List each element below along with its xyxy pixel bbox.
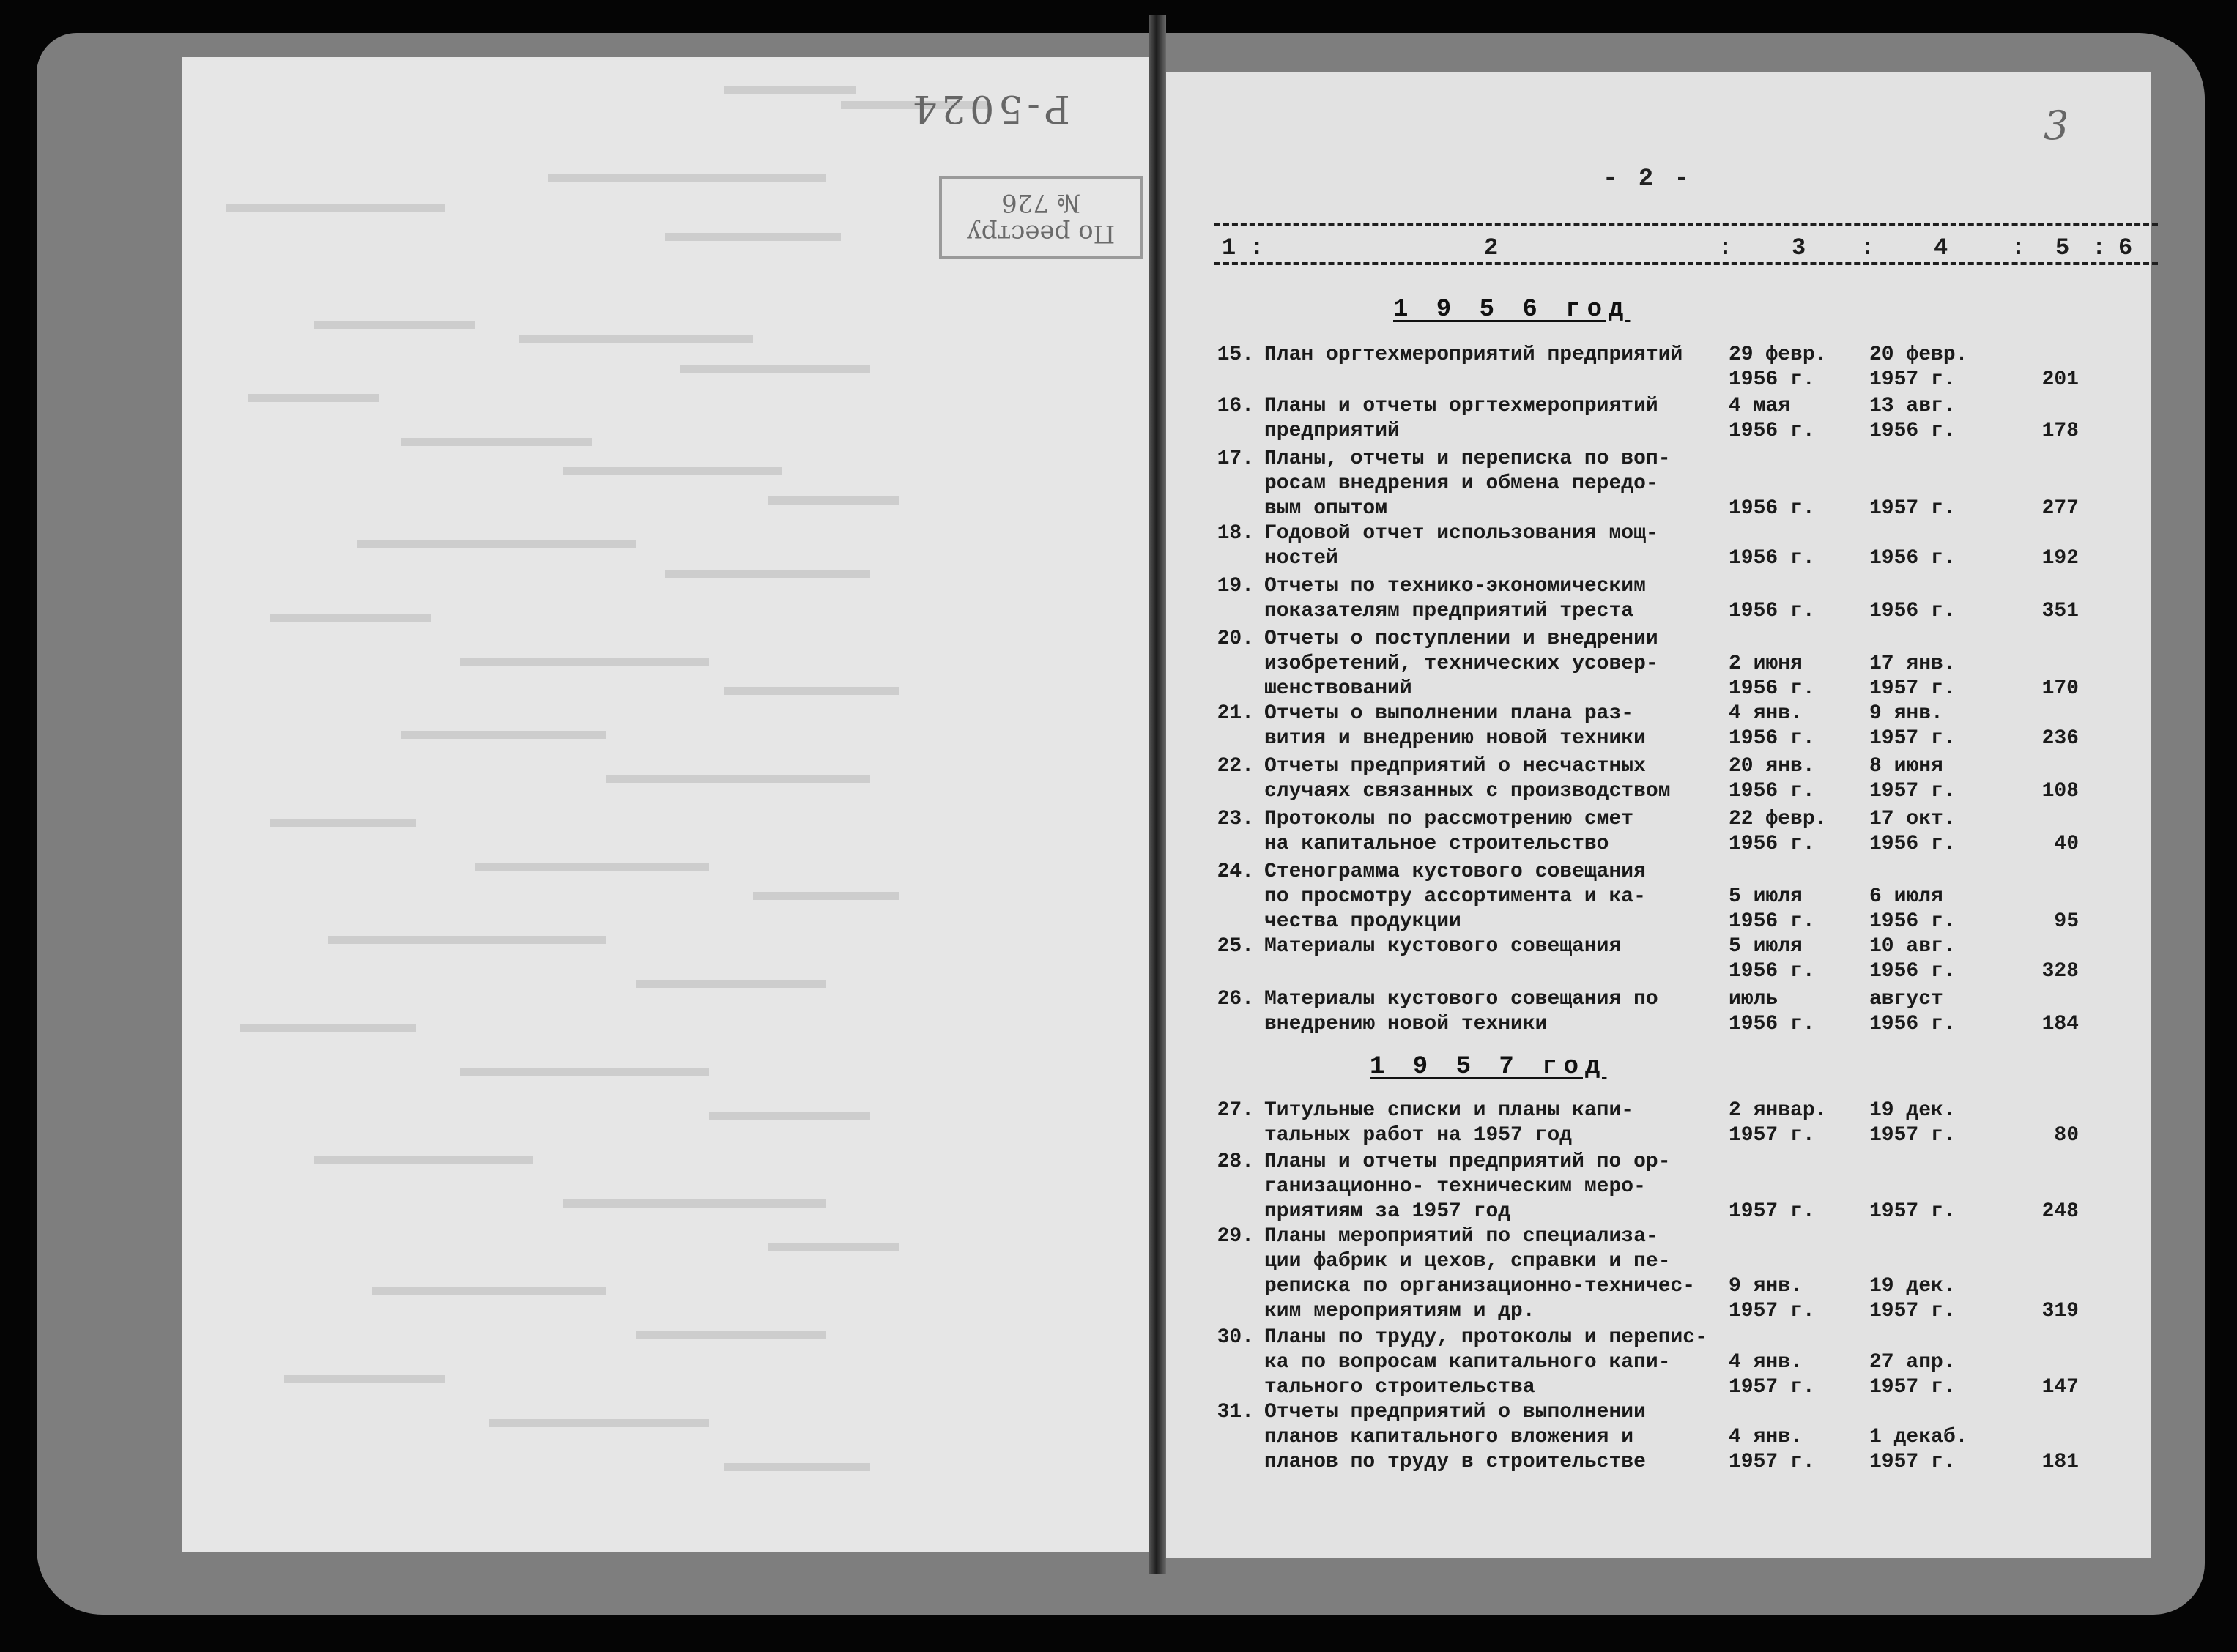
- col-header-sep: :: [1861, 234, 1875, 261]
- entry-title-line: Планы мероприятий по специализа-: [1264, 1225, 1658, 1248]
- entry-date-to: [1869, 702, 1956, 751]
- entry-date-from-line: [1729, 860, 1815, 885]
- entry-sheet-count: 192: [2041, 547, 2079, 570]
- entry-date-from-line: 1956 г.: [1729, 547, 1815, 570]
- entry-date-to-line: [1869, 1150, 1956, 1175]
- bleed-through-line: [357, 540, 636, 548]
- entry-title-line: показателям предприятий треста: [1264, 600, 1634, 622]
- entry-title-line: Годовой отчет использования мощ-: [1264, 522, 1658, 545]
- entry-number: 20.: [1217, 628, 1254, 650]
- bleed-through-line: [563, 467, 782, 475]
- entry-sheet-count: 248: [2041, 1200, 2079, 1223]
- folio-number: 3: [2044, 103, 2069, 149]
- entry-number: 19.: [1217, 575, 1254, 598]
- entry-title-line: вития и внедрению новой техники: [1264, 727, 1646, 750]
- bleed-through-line: [489, 1419, 709, 1427]
- entry-date-from-line: [1729, 1224, 1815, 1249]
- entry-date-to-line: 1956 г.: [1869, 1013, 1956, 1035]
- entry-date-to-line: 27 апр.: [1869, 1351, 1956, 1374]
- bleed-through-line: [460, 1068, 709, 1076]
- entry-date-to: [1869, 574, 1956, 624]
- entry-date-to-line: 1957 г.: [1869, 497, 1956, 520]
- entry-date-to-line: 1957 г.: [1869, 727, 1956, 750]
- entry-date-from: [1729, 1098, 1827, 1148]
- entry-title-line: на капитальное строительство: [1264, 833, 1609, 855]
- entry-title: [1264, 860, 1646, 934]
- entry-date-from-line: 1956 г.: [1729, 420, 1815, 442]
- entry-title: [1264, 521, 1658, 571]
- col-header-6: 6: [2118, 234, 2133, 261]
- entry-sheet-count: 201: [2041, 368, 2079, 391]
- entry-number: 26.: [1217, 988, 1254, 1011]
- table-row: [0, 1224, 2237, 1322]
- bleed-through-line: [563, 1199, 826, 1208]
- entry-title-line: Материалы кустового совещания: [1264, 935, 1622, 958]
- entry-sheet-count: 328: [2041, 960, 2079, 983]
- entry-date-from: [1729, 860, 1815, 934]
- entry-date-from-line: [1729, 1249, 1815, 1274]
- entry-title: [1264, 394, 1658, 444]
- entry-date-to-line: 1956 г.: [1869, 420, 1956, 442]
- bleed-through-line: [460, 658, 709, 666]
- entry-date-to: [1869, 754, 1956, 804]
- entry-date-from-line: 5 июля: [1729, 935, 1803, 958]
- entry-date-from-line: 1957 г.: [1729, 1451, 1815, 1473]
- entry-number: 31.: [1217, 1401, 1254, 1424]
- bleed-through-line: [724, 687, 899, 695]
- entry-title-line: Отчеты предприятий о выполнении: [1264, 1401, 1646, 1424]
- entry-date-from-line: 4 мая: [1729, 395, 1791, 417]
- entry-date-from-line: 1956 г.: [1729, 1013, 1815, 1035]
- entry-number: 27.: [1217, 1099, 1254, 1122]
- entry-date-from: [1729, 1224, 1815, 1324]
- entry-date-from-line: 1957 г.: [1729, 1376, 1815, 1399]
- table-row: [0, 934, 2237, 983]
- entry-date-from-line: 1956 г.: [1729, 600, 1815, 622]
- stamp-line-2: № 726: [1001, 188, 1080, 217]
- entry-title-line: ции фабрик и цехов, справки и пе-: [1264, 1250, 1671, 1273]
- entry-title: [1264, 987, 1658, 1037]
- entry-title-line: Протоколы по рассмотрению смет: [1264, 808, 1634, 830]
- entry-sheet-count: 40: [2054, 833, 2079, 855]
- table-row: [0, 394, 2237, 442]
- entry-title: [1264, 627, 1658, 702]
- entry-title-line: ганизационно- техническим меро-: [1264, 1175, 1646, 1198]
- entry-date-to: [1869, 934, 1956, 984]
- bleed-through-line: [284, 1375, 445, 1383]
- bleed-through-line: [768, 496, 899, 505]
- entry-date-to-line: 1957 г.: [1869, 677, 1956, 700]
- entry-title-line: План оргтехмероприятий предприятий: [1264, 343, 1683, 366]
- entry-title-line: Стенограмма кустового совещания: [1264, 860, 1646, 883]
- bleed-through-line: [270, 819, 416, 827]
- entry-number: 28.: [1217, 1150, 1254, 1173]
- entry-date-to-line: 1957 г.: [1869, 1300, 1956, 1322]
- table-row: [0, 987, 2237, 1035]
- table-row: [0, 574, 2237, 622]
- entry-date-to: [1869, 807, 1956, 857]
- entry-date-to-line: 19 дек.: [1869, 1099, 1956, 1122]
- entry-date-from-line: 1956 г.: [1729, 368, 1815, 391]
- entry-date-to-line: [1869, 521, 1956, 546]
- table-row: [0, 1325, 2237, 1399]
- entry-date-to: [1869, 521, 1956, 571]
- entry-date-to-line: 1956 г.: [1869, 910, 1956, 933]
- entry-date-from-line: 1956 г.: [1729, 677, 1815, 700]
- entry-title: [1264, 807, 1633, 857]
- entry-date-to: [1869, 987, 1956, 1037]
- entry-title-line: ностей: [1264, 547, 1338, 570]
- bleed-through-line: [665, 233, 841, 241]
- entry-date-from-line: 1956 г.: [1729, 727, 1815, 750]
- entry-title-line: по просмотру ассортимента и ка-: [1264, 885, 1646, 908]
- entry-sheet-count: 147: [2041, 1376, 2079, 1399]
- entry-title-line: шенствований: [1264, 677, 1412, 700]
- entry-sheet-count: 170: [2041, 677, 2079, 700]
- table-row: [0, 807, 2237, 855]
- entry-sheet-count: 184: [2041, 1013, 2079, 1035]
- entry-number: 22.: [1217, 755, 1254, 778]
- entry-date-to-line: 10 авг.: [1869, 935, 1956, 958]
- bleed-through-line: [248, 394, 379, 402]
- entry-date-to-line: [1869, 1175, 1956, 1199]
- entry-date-to-line: 17 янв.: [1869, 652, 1956, 675]
- entry-date-from: [1729, 1325, 1815, 1400]
- entry-date-to-line: 6 июля: [1869, 885, 1943, 908]
- entry-date-from-line: 29 февр.: [1729, 343, 1828, 366]
- bleed-through-line: [401, 438, 592, 446]
- entry-title-line: тального строительства: [1264, 1376, 1535, 1399]
- entry-title-line: росам внедрения и обмена передо-: [1264, 472, 1658, 495]
- entry-title-line: Планы и отчеты оргтехмероприятий: [1264, 395, 1658, 417]
- entry-title-line: вым опытом: [1264, 497, 1388, 520]
- entry-date-to-line: 19 дек.: [1869, 1275, 1956, 1298]
- entry-sheet-count: 236: [2041, 727, 2079, 750]
- entry-title-line: Отчеты по технико-экономическим: [1264, 575, 1646, 598]
- entry-title-line: ка по вопросам капитального капи-: [1264, 1351, 1671, 1374]
- entry-date-to-line: 1956 г.: [1869, 600, 1956, 622]
- entry-sheet-count: 277: [2041, 497, 2079, 520]
- bleed-through-line: [270, 614, 431, 622]
- entry-date-to-line: август: [1869, 988, 1943, 1011]
- entry-date-from-line: 2 июня: [1729, 652, 1803, 675]
- table-row: [0, 627, 2237, 700]
- entry-date-to-line: 1957 г.: [1869, 1376, 1956, 1399]
- entry-title: [1264, 702, 1646, 751]
- entry-date-to-line: [1869, 627, 1956, 652]
- entry-title-line: Отчеты о выполнении плана раз-: [1264, 702, 1634, 725]
- entry-title: [1264, 447, 1671, 521]
- entry-date-from-line: [1729, 1150, 1815, 1175]
- entry-date-to-line: 20 февр.: [1869, 343, 1968, 366]
- entry-date-to-line: 17 окт.: [1869, 808, 1956, 830]
- entry-title: [1264, 1224, 1695, 1324]
- entry-date-from-line: [1729, 627, 1815, 652]
- entry-date-from-line: [1729, 447, 1815, 472]
- entry-title-line: случаях связанных с производством: [1264, 780, 1671, 803]
- entry-date-from-line: 2 январ.: [1729, 1099, 1828, 1122]
- entry-title-line: внедрению новой техники: [1264, 1013, 1548, 1035]
- entry-title-line: планов капитального вложения и: [1264, 1426, 1634, 1448]
- table-row: [0, 521, 2237, 570]
- entry-sheet-count: 178: [2041, 420, 2079, 442]
- entry-date-from-line: [1729, 1325, 1815, 1350]
- entry-date-from-line: июль: [1729, 988, 1778, 1011]
- entry-date-to: [1869, 1098, 1956, 1148]
- bleed-through-line: [768, 1243, 899, 1251]
- entry-title: [1264, 1325, 1707, 1400]
- entry-title-line: Отчеты предприятий о несчастных: [1264, 755, 1646, 778]
- entry-date-from-line: [1729, 1400, 1815, 1425]
- entry-date-from-line: 1957 г.: [1729, 1124, 1815, 1147]
- entry-date-to: [1869, 860, 1956, 934]
- entry-date-to-line: 1957 г.: [1869, 1451, 1956, 1473]
- table-row: [0, 1098, 2237, 1147]
- entry-title-line: Отчеты о поступлении и внедрении: [1264, 628, 1658, 650]
- entry-date-to-line: 1956 г.: [1869, 833, 1956, 855]
- entry-date-from: [1729, 574, 1815, 624]
- entry-date-to-line: 9 янв.: [1869, 702, 1943, 725]
- entry-date-to: [1869, 627, 1956, 702]
- col-header-4: 4: [1934, 234, 1948, 261]
- stamp-line-1: По реестру: [966, 219, 1116, 248]
- bleed-through-line: [680, 365, 870, 373]
- header-rule-top: [1214, 223, 2158, 226]
- entry-title-line: Планы по труду, протоколы и перепис-: [1264, 1326, 1707, 1349]
- entry-date-to-line: [1869, 574, 1956, 599]
- entry-date-to: [1869, 343, 1967, 392]
- bleed-through-line: [328, 936, 606, 944]
- col-header-sep: :: [1718, 234, 1733, 261]
- col-header-2: 2: [1484, 234, 1499, 261]
- entry-number: 15.: [1217, 343, 1254, 366]
- entry-date-to: [1869, 394, 1956, 444]
- entry-date-from: [1729, 754, 1815, 804]
- entry-date-to-line: 1956 г.: [1869, 547, 1956, 570]
- entry-date-from: [1729, 447, 1815, 521]
- registry-stamp: [939, 176, 1143, 259]
- entry-title-line: ким мероприятиям и др.: [1264, 1300, 1535, 1322]
- entry-date-to: [1869, 1400, 1967, 1475]
- entry-number: 25.: [1217, 935, 1254, 958]
- section-heading-1957: 1 9 5 7 год: [1370, 1053, 1607, 1081]
- entry-date-from: [1729, 521, 1815, 571]
- entry-date-from: [1729, 987, 1815, 1037]
- entry-date-from: [1729, 807, 1827, 857]
- entry-date-from: [1729, 343, 1827, 392]
- entry-title-line: Титульные списки и планы капи-: [1264, 1099, 1634, 1122]
- entry-date-from-line: 1956 г.: [1729, 497, 1815, 520]
- entry-date-to: [1869, 1325, 1956, 1400]
- page-number: - 2 -: [1603, 165, 1693, 193]
- entry-date-from-line: 1956 г.: [1729, 960, 1815, 983]
- entry-title: [1264, 1400, 1646, 1475]
- entry-date-from-line: [1729, 1175, 1815, 1199]
- bleed-through-line: [724, 86, 856, 94]
- col-header-sep: :: [2092, 234, 2107, 261]
- bleed-through-line: [372, 1287, 606, 1295]
- bleed-through-line: [240, 1024, 416, 1032]
- entry-date-from: [1729, 702, 1815, 751]
- entry-date-to-line: 1957 г.: [1869, 780, 1956, 803]
- entry-title-line: реписка по организационно-техничес-: [1264, 1275, 1696, 1298]
- col-header-3: 3: [1792, 234, 1806, 261]
- entry-date-from-line: 1957 г.: [1729, 1300, 1815, 1322]
- entry-date-to-line: [1869, 860, 1956, 885]
- entry-date-from-line: 1957 г.: [1729, 1200, 1815, 1223]
- book-gutter: [1149, 15, 1166, 1574]
- entry-date-to-line: 8 июня: [1869, 755, 1943, 778]
- entry-number: 29.: [1217, 1225, 1254, 1248]
- table-row: [0, 1400, 2237, 1473]
- entry-date-to-line: 1956 г.: [1869, 960, 1956, 983]
- entry-title-line: чества продукции: [1264, 910, 1461, 933]
- entry-sheet-count: 80: [2054, 1124, 2079, 1147]
- entry-title: [1264, 754, 1671, 804]
- entry-date-from-line: 1956 г.: [1729, 910, 1815, 933]
- bleed-through-line: [401, 731, 606, 739]
- bleed-through-line: [475, 863, 709, 871]
- entry-title: [1264, 574, 1646, 624]
- entry-number: 30.: [1217, 1326, 1254, 1349]
- entry-date-from-line: 4 янв.: [1729, 1351, 1803, 1374]
- entry-date-from-line: [1729, 574, 1815, 599]
- entry-date-from-line: 4 янв.: [1729, 702, 1803, 725]
- entry-sheet-count: 181: [2041, 1451, 2079, 1473]
- entry-date-from: [1729, 394, 1815, 444]
- entry-date-to-line: [1869, 1224, 1956, 1249]
- entry-date-from: [1729, 627, 1815, 702]
- entry-date-from-line: [1729, 521, 1815, 546]
- entry-title-line: Материалы кустового совещания по: [1264, 988, 1658, 1011]
- col-header-1: 1 :: [1222, 234, 1264, 261]
- entry-date-from: [1729, 1400, 1815, 1475]
- entry-date-from-line: 5 июля: [1729, 885, 1803, 908]
- bleed-through-line: [226, 204, 445, 212]
- entry-date-to: [1869, 1150, 1956, 1224]
- entry-date-to-line: [1869, 1400, 1967, 1425]
- entry-date-from-line: 1956 г.: [1729, 780, 1815, 803]
- bleed-through-line: [548, 174, 826, 182]
- col-header-sep: :: [2011, 234, 2026, 261]
- entry-sheet-count: 351: [2041, 600, 2079, 622]
- archive-code: Р-5024: [908, 86, 1070, 130]
- entry-date-from-line: [1729, 472, 1815, 496]
- table-row: [0, 754, 2237, 803]
- entry-date-from-line: 20 янв.: [1729, 755, 1815, 778]
- entry-number: 18.: [1217, 522, 1254, 545]
- entry-number: 16.: [1217, 395, 1254, 417]
- entry-title-line: тальных работ на 1957 год: [1264, 1124, 1573, 1147]
- bleed-through-line: [606, 775, 870, 783]
- entry-date-from: [1729, 934, 1815, 984]
- entry-date-from: [1729, 1150, 1815, 1224]
- entry-title-line: Планы, отчеты и переписка по воп-: [1264, 447, 1671, 470]
- entry-date-to-line: [1869, 447, 1956, 472]
- entry-title-line: приятиям за 1957 год: [1264, 1200, 1511, 1223]
- entry-date-to-line: 1957 г.: [1869, 1124, 1956, 1147]
- entry-title: [1264, 343, 1683, 368]
- entry-number: 21.: [1217, 702, 1254, 725]
- header-rule-bottom: [1214, 262, 2158, 265]
- entry-date-to-line: [1869, 1325, 1956, 1350]
- entry-title-line: предприятий: [1264, 420, 1400, 442]
- entry-sheet-count: 319: [2041, 1300, 2079, 1322]
- bleed-through-line: [314, 1156, 533, 1164]
- entry-date-from-line: 22 февр.: [1729, 808, 1828, 830]
- entry-title-line: планов по труду в строительстве: [1264, 1451, 1646, 1473]
- entry-date-from-line: 1956 г.: [1729, 833, 1815, 855]
- entry-number: 23.: [1217, 808, 1254, 830]
- entry-date-to-line: 1957 г.: [1869, 1200, 1956, 1223]
- section-heading-1956: 1 9 5 6 год: [1393, 296, 1631, 324]
- bleed-through-line: [636, 1331, 826, 1339]
- entry-sheet-count: 95: [2054, 910, 2079, 933]
- entry-date-to: [1869, 447, 1956, 521]
- entry-title: [1264, 1150, 1671, 1224]
- left-page: [182, 57, 1149, 1552]
- entry-date-to: [1869, 1224, 1956, 1324]
- entry-date-to-line: [1869, 472, 1956, 496]
- bleed-through-line: [709, 1112, 870, 1120]
- entry-date-from-line: 4 янв.: [1729, 1426, 1803, 1448]
- entry-number: 24.: [1217, 860, 1254, 883]
- entry-title: [1264, 934, 1621, 959]
- entry-number: 17.: [1217, 447, 1254, 470]
- entry-title-line: изобретений, технических усовер-: [1264, 652, 1658, 675]
- entry-date-to-line: [1869, 1249, 1956, 1274]
- entry-date-to-line: 1 декаб.: [1869, 1426, 1968, 1448]
- entry-date-to-line: 13 авг.: [1869, 395, 1956, 417]
- entry-sheet-count: 108: [2041, 780, 2079, 803]
- bleed-through-line: [753, 892, 899, 900]
- entry-title-line: Планы и отчеты предприятий по ор-: [1264, 1150, 1671, 1173]
- col-header-5: 5: [2055, 234, 2070, 261]
- entry-title: [1264, 1098, 1633, 1148]
- bleed-through-line: [314, 321, 475, 329]
- entry-date-from-line: 9 янв.: [1729, 1275, 1803, 1298]
- entry-date-to-line: 1957 г.: [1869, 368, 1956, 391]
- bleed-through-line: [724, 1463, 870, 1471]
